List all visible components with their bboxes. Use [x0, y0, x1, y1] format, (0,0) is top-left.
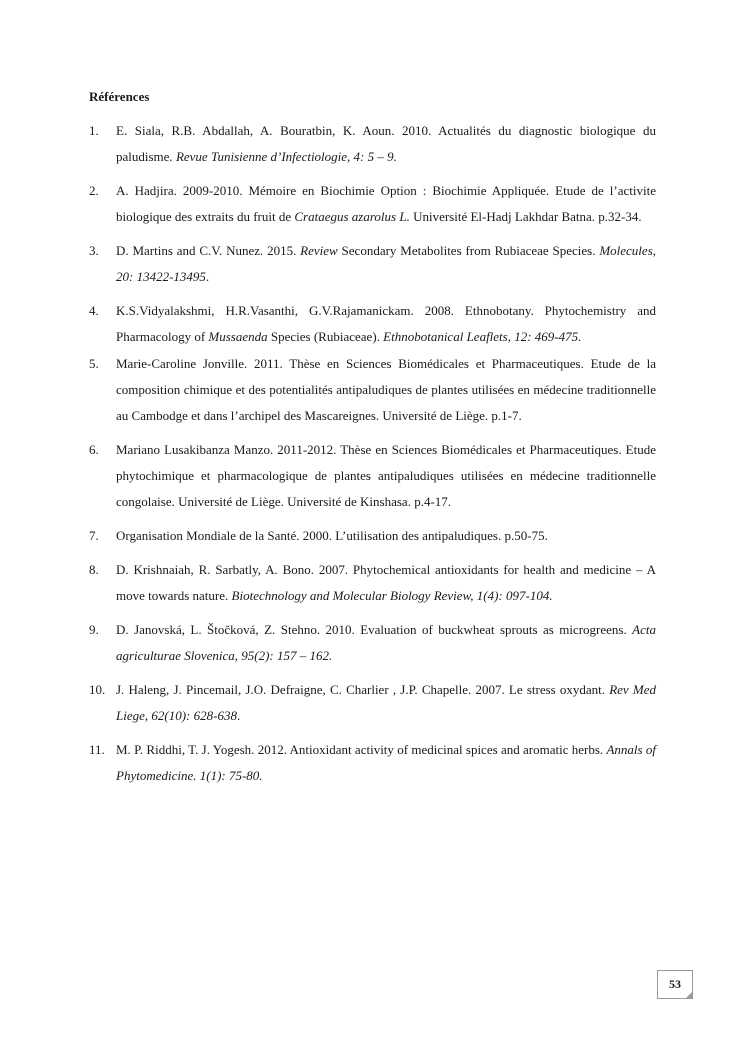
reference-number: 1. — [89, 123, 99, 138]
reference-italic-text: Crataegus azarolus L. — [294, 209, 410, 224]
reference-number: 4. — [89, 303, 99, 318]
reference-number: 7. — [89, 528, 99, 543]
reference-number: 6. — [89, 442, 99, 457]
reference-number: 5. — [89, 356, 99, 371]
reference-italic-text: Biotechnology and Molecular Biology Review, 1(4): 097-104. — [231, 588, 553, 603]
reference-text: Species (Rubiaceae). — [267, 329, 384, 344]
reference-text: . — [236, 708, 241, 723]
reference-number: 9. — [89, 622, 99, 637]
reference-italic-text: Mussaenda — [208, 329, 268, 344]
reference-item — [89, 118, 656, 170]
section-heading: Références — [89, 89, 150, 104]
reference-text: M. P. Riddhi, T. J. Yogesh. 2012. Antioxidant activity of medicinal spices and aromatic herbs. — [116, 742, 607, 757]
reference-text: D. Martins and C.V. Nunez. 2015. — [116, 243, 301, 258]
reference-text: E. Siala, R.B. Abdallah, A. Bouratbin, K. Aoun. 2010. Actualités du diagnostic biologique du paludisme — [116, 123, 656, 164]
reference-item — [89, 617, 656, 669]
reference-item — [89, 351, 656, 429]
reference-italic-text: . Revue Tunisienne d’Infectiologie, 4: 5 – 9. — [169, 149, 397, 164]
reference-text: A. Hadjira. 2009-2010. Mémoire en Biochimie Option : Biochimie Appliquée. Etude de l’activite biologique des extraits du fruit de — [116, 183, 656, 224]
reference-text: Université El-Hadj Lakhdar Batna. p.32-34. — [409, 209, 642, 224]
reference-item — [89, 437, 656, 515]
reference-italic-text: Acta agriculturae Slovenica, 95(2): 157 – 162. — [116, 622, 656, 663]
reference-text: . — [205, 269, 210, 284]
reference-text: J. Haleng, J. Pincemail, J.O. Defraigne, C. Charlier , J.P. Chapelle. 2007. Le stress oxydant. — [116, 682, 610, 697]
reference-text: K.S.Vidyalakshmi, H.R.Vasanthi, G.V.Rajamanickam. 2008. Ethnobotany. Phytochemistry and Pharmacology of — [116, 303, 656, 344]
reference-text: Marie-Caroline Jonville. 2011. Thèse en Sciences Biomédicales et Pharmaceutiques. Etude de la composition chimique et des potentialités antipaludiques de plantes utilisées en médecine traditionnelle au Cambodge et dans l’archipel des Mascareignes. Université de Liège. p.1-7. — [116, 356, 656, 423]
reference-italic-text: Ethnobotanical Leaflets, 12: 469-475. — [383, 329, 582, 344]
reference-number: 2. — [89, 183, 99, 198]
reference-text: Secondary Metabolites from Rubiaceae Species. — [337, 243, 600, 258]
reference-item — [89, 298, 656, 350]
reference-text: D. Krishnaiah, R. Sarbatly, A. Bono. 2007. Phytochemical antioxidants for health and medicine – A move towards nature. — [116, 562, 656, 603]
reference-italic-text: Molecules, 20: 13422-13495 — [116, 243, 656, 284]
reference-italic-text: Annals of Phytomedicine. 1(1): 75-80. — [116, 742, 656, 783]
reference-number: 11. — [89, 742, 105, 757]
reference-item — [89, 523, 656, 549]
reference-number: 10. — [89, 682, 106, 697]
reference-text: Mariano Lusakibanza Manzo. 2011-2012. Thèse en Sciences Biomédicales et Pharmaceutiques. Etude phytochimique et pharmacologique de plantes antipaludiques utilisées en médecine traditionnelle congolaise. Université de Liège. Université de Kinshasa. p.4-17. — [116, 442, 656, 509]
page-number: 53 — [657, 970, 693, 999]
reference-italic-text: Rev Med Liege, 62(10): 628-638 — [116, 682, 656, 723]
reference-text: Organisation Mondiale de la Santé. 2000. L’utilisation des antipaludiques. p.50-75. — [116, 528, 548, 543]
reference-item — [89, 677, 656, 729]
reference-item — [89, 557, 656, 609]
reference-number: 3. — [89, 243, 99, 258]
reference-number: 8. — [89, 562, 99, 577]
reference-italic-text: Review — [300, 243, 338, 258]
reference-text: D. Janovská, L. Štočková, Z. Stehno. 2010. Evaluation of buckwheat sprouts as microgreens. — [116, 622, 633, 637]
reference-item — [89, 238, 656, 290]
reference-item — [89, 178, 656, 230]
reference-item — [89, 737, 656, 789]
reference-list — [89, 118, 656, 797]
